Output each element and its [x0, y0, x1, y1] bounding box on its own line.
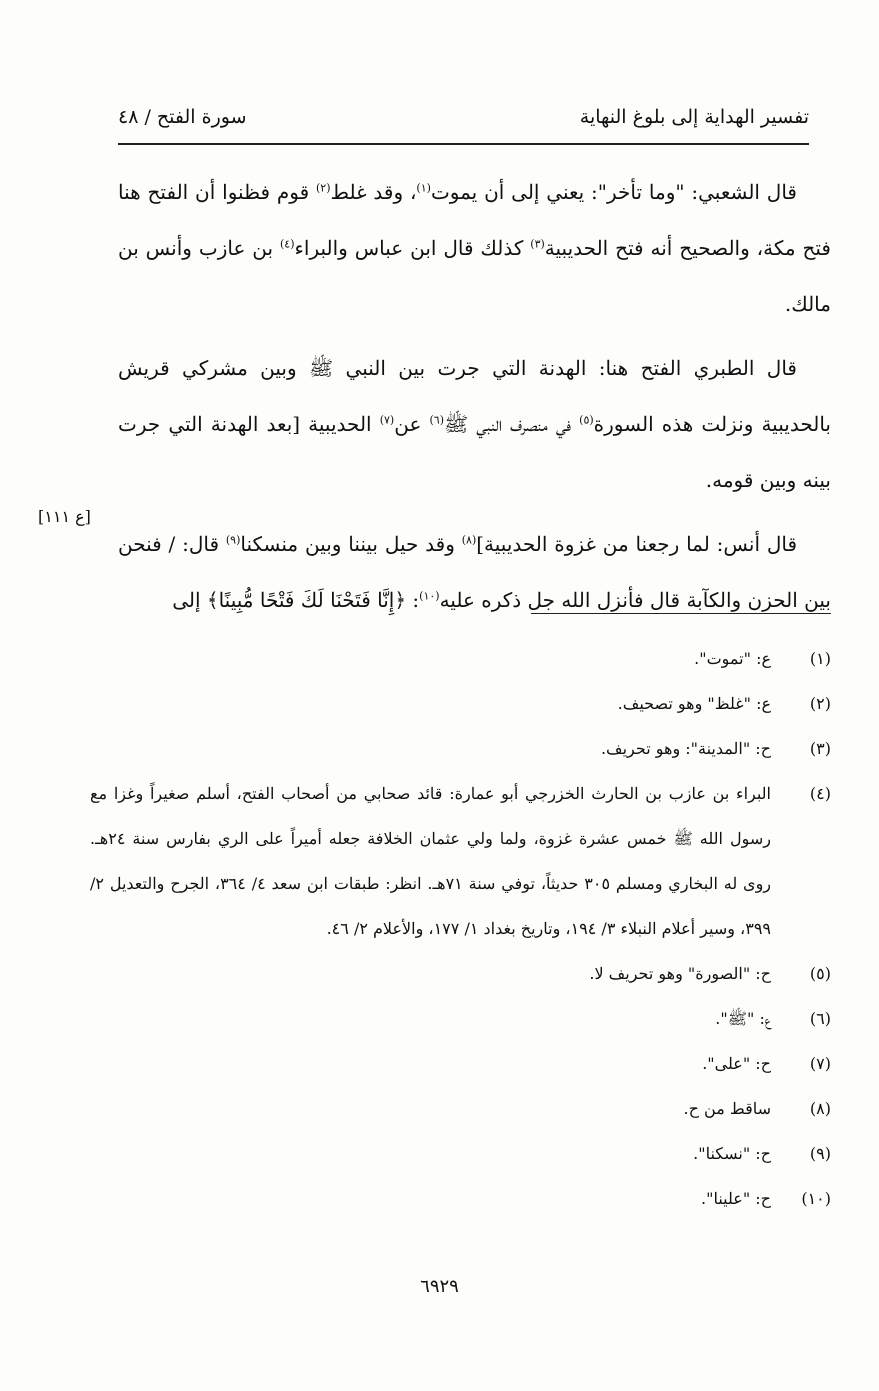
p1-text-b: ، وقد غلط [330, 180, 417, 204]
paragraph-2 [118, 340, 831, 508]
footnote-number: (١) [809, 649, 831, 668]
paragraph-3 [118, 516, 831, 628]
paragraph-1 [118, 164, 831, 332]
footnotes [90, 636, 831, 1221]
footnote-number: (٩) [809, 1144, 831, 1163]
p1-text-c: قوم فظنوا أن الفتح هنا فتح مكة، والصحيح أنه فتح الحديبية [118, 180, 831, 260]
page-number: ٦٩٢٩ [420, 1276, 459, 1297]
footnote-number: (٥) [809, 964, 831, 983]
footnote-text: ح: "علينا". [701, 1189, 771, 1208]
footnote-text: ح: "الصورة" وهو تحريف لا. [589, 964, 771, 983]
main-text [118, 164, 831, 636]
footnote-text: ح: "المدينة": وهو تحريف. [600, 739, 771, 758]
footnote-text: ع: "ﷺ". [715, 1009, 771, 1028]
footnote-ref-6: (٦) [429, 413, 444, 427]
footnote-ref-4: (٤) [279, 237, 295, 251]
footnote-item [90, 1176, 831, 1221]
footnote-ref-10: (١٠) [419, 589, 440, 603]
p2-text-d: الحديبية [بعد الهدنة التي جرت بينه وبين قومه. [118, 412, 831, 492]
footnote-number: (٢) [809, 694, 831, 713]
p1-text-e: بن عازب وأنس بن مالك. [118, 236, 831, 316]
p3-text-a: قال أنس: لما رجعنا من غزوة الحديبية] [476, 532, 798, 556]
p3-text-d: : ﴿إِنَّا فَتَحْنَا لَكَ فَتْحًا مُّبِينًا﴾ إلى [172, 588, 420, 612]
footnote-item [90, 681, 831, 726]
footnote-text: ح: "نسكنا". [693, 1144, 771, 1163]
footnote-number: (١٠) [801, 1189, 831, 1208]
p3-text-b: وقد حيل بيننا وبين منسكنا [240, 532, 462, 556]
footnote-separator [531, 613, 831, 614]
footnote-item [90, 1086, 831, 1131]
p2-text-c: عن [394, 412, 430, 436]
footnote-ref-2: (٢) [315, 181, 331, 195]
p2-text-a: قال الطبري الفتح هنا: الهدنة التي جرت بين النبي ﷺ وبين مشركي قريش بالحديبية ونزلت هذه السورة [118, 356, 831, 436]
book-title: تفسير الهداية إلى بلوغ النهاية [579, 106, 809, 128]
p1-text-d: كذلك قال ابن عباس والبراء [294, 236, 531, 260]
footnote-number: (٧) [809, 1054, 831, 1073]
footnote-ref-9: (٩) [225, 533, 241, 547]
footnote-ref-1: (١) [416, 181, 431, 195]
footnote-number: (٦) [809, 1009, 831, 1028]
footnote-text: ساقط من ح. [683, 1099, 771, 1118]
footnote-number: (٣) [809, 739, 831, 758]
footnote-text: ع: "غلظ" وهو تصحيف. [617, 694, 771, 713]
footnote-item [90, 636, 831, 681]
footnote-text: ع: "تموت". [694, 649, 771, 668]
footnote-ref-8: (٨) [461, 533, 477, 547]
p1-text-a: قال الشعبي: "وما تأخر": يعني إلى أن يموت [430, 180, 797, 204]
running-header [118, 102, 809, 132]
footnote-text: ح: "على". [702, 1054, 771, 1073]
footnote-item [90, 996, 831, 1041]
surah-title: سورة الفتح / ٤٨ [118, 106, 247, 128]
footnote-number: (٨) [809, 1099, 831, 1118]
footnote-item [90, 951, 831, 996]
footnote-number: (٤) [809, 784, 831, 803]
p3-text-c: قال: / فنحن بين الحزن والكآبة قال فأنزل الله جل ذكره عليه [118, 532, 831, 612]
p2-text-b: في منصرف النبي ﷺ [444, 412, 580, 436]
footnote-ref-3: (٣) [530, 237, 545, 251]
footnote-ref-7: (٧) [379, 413, 395, 427]
footnote-item [90, 1131, 831, 1176]
manuscript-margin-ref: [ع ١١١] [38, 507, 91, 526]
footnote-ref-5: (٥) [579, 413, 594, 427]
header-rule [118, 143, 809, 145]
footnote-text: البراء بن عازب بن الحارث الخزرجي أبو عمارة: قائد صحابي من أصحاب الفتح، أسلم صغيراً وغزا مع رسول الله ﷺ خمس عشرة غزوة، ولما ولي عثمان الخلافة جعله أميراً على الري بفارس سنة ٢٤هـ. روى له البخاري ومسلم ٣٠٥ حديثاً، توفي سنة ٧١هـ. انظر: طبقات ابن سعد ٤/ ٣٦٤، الجرح والتعديل ٢/ ٣٩٩، وسير أعلام النبلاء ٣/ ١٩٤، وتاريخ بغداد ١/ ١٧٧، والأعلام ٢/ ٤٦. [90, 784, 772, 938]
footnote-item [90, 726, 831, 771]
footnote-item [90, 1041, 831, 1086]
footnote-item [90, 771, 831, 951]
